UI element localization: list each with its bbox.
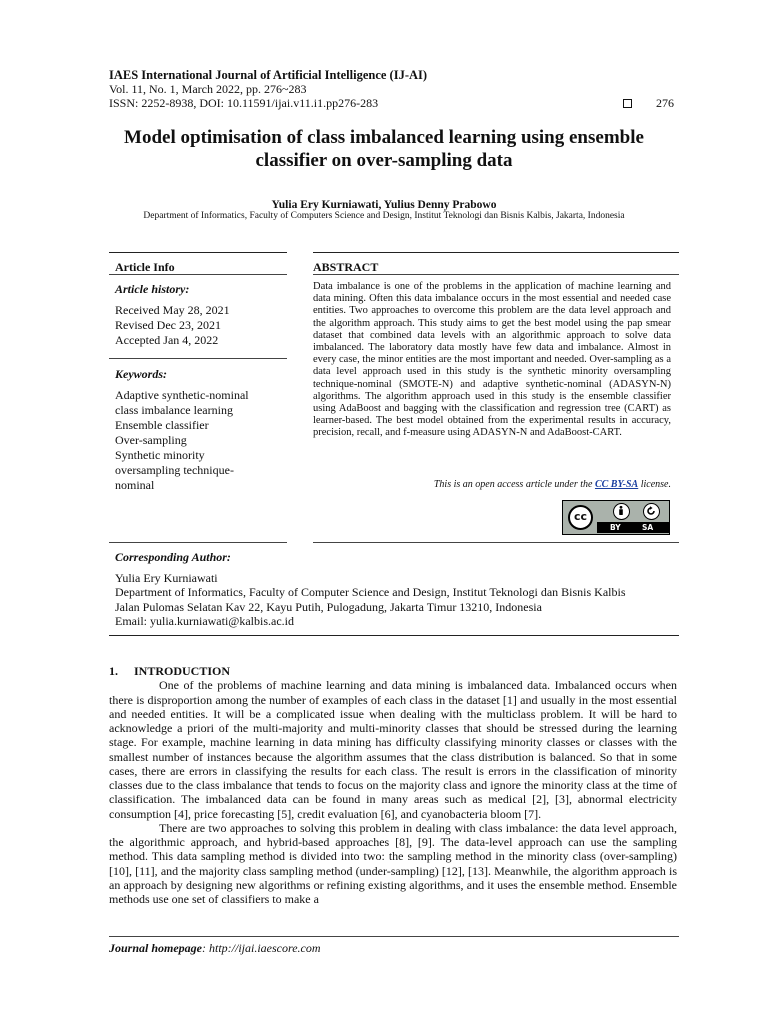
article-history-list <box>115 303 230 348</box>
keyword-item: Synthetic minority <box>115 448 205 462</box>
divider <box>109 358 287 359</box>
introduction-section <box>109 664 677 906</box>
section-number: 1. <box>109 664 118 678</box>
keyword-item: Ensemble classifier <box>115 418 209 432</box>
divider <box>313 252 679 253</box>
history-item: Received May 28, 2021 <box>115 303 230 317</box>
keyword-item: oversampling technique- <box>115 463 234 477</box>
journal-homepage <box>109 941 321 956</box>
license-statement <box>313 479 671 490</box>
cc-by-sa-badge[interactable] <box>562 500 670 535</box>
divider <box>109 635 679 636</box>
share-alike-icon <box>643 503 660 520</box>
keyword-item: class imbalance learning <box>115 403 233 417</box>
keyword-item: Adaptive synthetic-nominal <box>115 388 249 402</box>
cc-strip <box>597 522 669 533</box>
abstract-heading: ABSTRACT <box>313 260 379 274</box>
attribution-icon <box>613 503 630 520</box>
article-info-heading: Article Info <box>115 260 175 274</box>
cc-by-sa-link[interactable]: CC BY-SA <box>594 479 639 490</box>
paper-title: Model optimisation of class imbalanced learning using ensemble classifier on over-sampling data <box>124 127 644 171</box>
divider <box>109 252 287 253</box>
paper-authors: Yulia Ery Kurniawati, Yulius Denny Prabowo <box>271 199 497 211</box>
license-prefix: This is an open access article under the <box>433 479 595 490</box>
journal-name: IAES International Journal of Artificial Intelligence (IJ-AI) <box>109 68 428 82</box>
divider <box>313 542 679 543</box>
intro-paragraph-1: One of the problems of machine learning and data mining is imbalanced data. Imbalanced occurs when there is disproportion among the number of examples of each class in the dataset [1] and usually in the most essential and needed entities. It will be a complicated issue when dealing with the multiclass problem. It will be hard to acknowledge a priori of the multi-majority and multi-minority classes that should be stressed during the learning stage. For example, machine learning in data mining has difficulty classifying minority classes or classes with the smallest number of instances because the algorithm assumes that the class distribution is balanced. So that in some cases, there are errors in classifying the results for each class. The result is errors in the classification of minority classes due to the class imbalance that tends to focus on the majority class and ignore the minority class at the time of classification. The imbalanced data can be found in many areas such as medical [2], [3], abnormal electricity consumption [4], price forecasting [5], credit evaluation [6], and cyanobacteria bloom [7]. <box>109 678 677 821</box>
intro-paragraph-2: There are two approaches to solving this problem in dealing with class imbalance: the data level approach, the algorithmic approach, and hybrid-based approaches [8], [9]. The data-level approach can use the sampling method. This data sampling method is divided into two: the sampling method in the minority class (over-sampling) [10], [11], and the majority class sampling method (under-sampling) [12], [13]. Meanwhile, the algorithm approach is an approach by designing new algorithms or refining existing algorithms, and it uses the ensemble method. Ensemble methods use one set of classifiers to make a <box>109 820 677 906</box>
keyword-item: nominal <box>115 478 155 492</box>
license-suffix: license. <box>638 479 671 490</box>
history-item: Accepted Jan 4, 2022 <box>115 333 219 347</box>
corresponding-address: Jalan Pulomas Selatan Kav 22, Kayu Putih, Pulogadung, Jakarta Timur 13210, Indonesia <box>115 599 542 614</box>
keywords-heading: Keywords: <box>115 367 167 381</box>
journal-issn-doi: ISSN: 2252-8938, DOI: 10.11591/ijai.v11.i1.pp276-283 <box>109 96 379 110</box>
history-item: Revised Dec 23, 2021 <box>115 318 221 332</box>
divider <box>109 542 287 543</box>
footer-url[interactable]: : http://ijai.iaescore.com <box>202 941 321 955</box>
badge-sa-label: SA <box>642 523 654 532</box>
keyword-item: Over-sampling <box>115 433 187 447</box>
corresponding-dept: Department of Informatics, Faculty of Computer Science and Design, Institut Teknologi dan Bisnis Kalbis <box>115 585 626 600</box>
journal-volume: Vol. 11, No. 1, March 2022, pp. 276~283 <box>109 82 307 96</box>
paper-affiliation: Department of Informatics, Faculty of Computers Science and Design, Institut Teknologi dan Bisnis Kalbis, Jakarta, Indonesia <box>143 211 625 221</box>
corresponding-email: Email: yulia.kurniawati@kalbis.ac.id <box>115 613 295 628</box>
badge-by-label: BY <box>610 523 621 532</box>
square-icon <box>623 99 632 108</box>
intro-heading-line <box>109 664 677 678</box>
corresponding-details <box>115 571 626 628</box>
abstract-text: Data imbalance is one of the problems in the application of machine learning and data mining. Often this data imbalance occurs in the most essential and needed case entities. Two approaches to overcome this problem are the data level approach and the algorithm approach. This study aims to get the best model using the pap smear dataset that combined data levels with an algorithmic approach to solve data imbalanced. The laboratory data mostly have few data and imbalance. Almost in every case, the minor entities are the most important and needed. Over-sampling as a data level approach used in this study is the synthetic minority oversampling technique-nominal (SMOTE-N) and adaptive synthetic-nominal (ADASYN-N) algorithms. The algorithm approach used in this study is the ensemble classifier using AdaBoost and bagging with the classification and regression tree (CART) as learner-based. The best model obtained from the experimental results in accuracy, precision, recall, and f-measure using ADASYN-N and AdaBoost-CART. <box>313 281 671 439</box>
article-history-heading: Article history: <box>115 282 190 296</box>
cc-icon: cc <box>568 505 593 530</box>
footer-label: Journal homepage <box>109 941 203 955</box>
divider <box>109 936 679 937</box>
corresponding-heading: Corresponding Author: <box>115 550 231 564</box>
section-heading: INTRODUCTION <box>134 664 231 678</box>
corresponding-name: Yulia Ery Kurniawati <box>115 571 218 585</box>
keywords-list <box>115 388 249 493</box>
page-number: 276 <box>656 96 674 110</box>
